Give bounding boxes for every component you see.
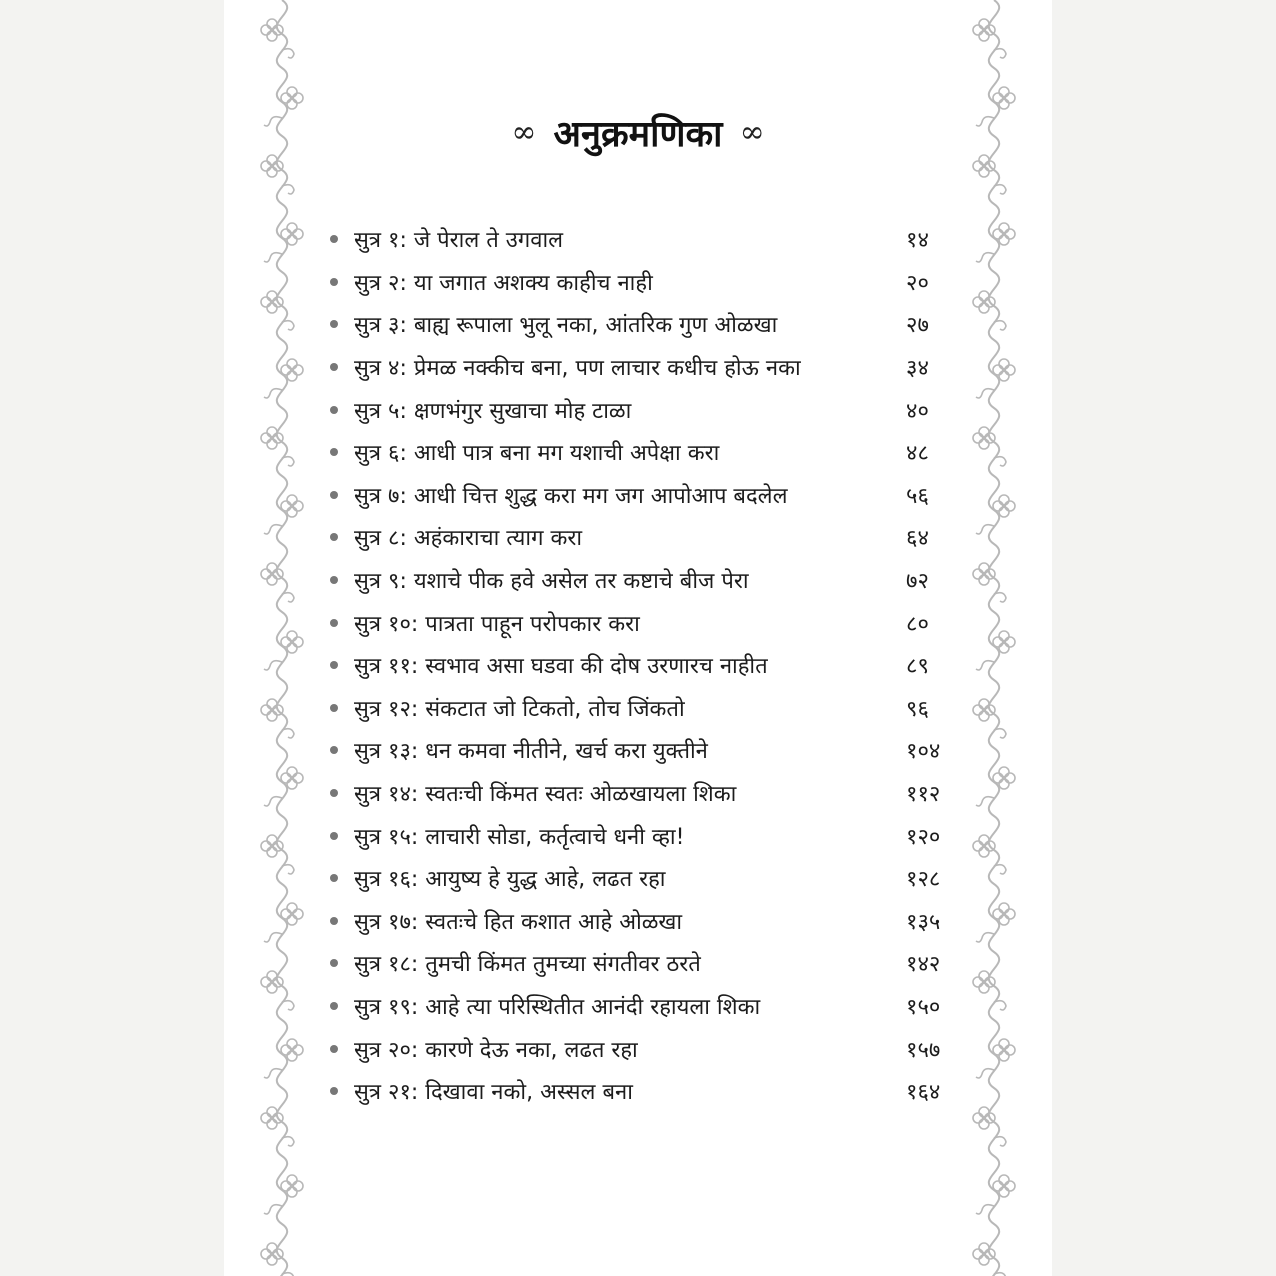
toc-entry-title: सुत्र १६: आयुष्य हे युद्ध आहे, लढत रहा	[354, 867, 666, 893]
floral-motif-icon	[264, 359, 303, 398]
bullet-icon	[330, 1002, 338, 1010]
floral-motif-icon	[973, 291, 1006, 330]
floral-motif-icon	[261, 291, 294, 330]
toc-entry	[326, 218, 956, 261]
toc-entry	[326, 474, 956, 517]
book-page	[224, 0, 1052, 1276]
bullet-icon	[330, 448, 338, 456]
floral-motif-icon	[973, 563, 1006, 602]
toc-entry	[326, 1070, 956, 1113]
toc-entry	[326, 729, 956, 772]
toc-entry-title: सुत्र ४: प्रेमळ नक्कीच बना, पण लाचार कधीच होऊ नका	[354, 356, 801, 382]
bullet-icon	[330, 235, 338, 243]
toc-entry-page-number: १४२	[906, 952, 941, 978]
toc-entry-page-number: ११२	[906, 782, 941, 808]
heading	[224, 108, 1052, 157]
floral-motif-icon	[976, 903, 1015, 942]
page-title: अनुक्रमणिका	[553, 114, 723, 155]
toc-entry-page-number: ४०	[906, 398, 929, 424]
toc-entry-page-number: ७२	[906, 569, 929, 595]
floral-motif-icon	[264, 495, 303, 534]
toc-entry-page-number: ३४	[906, 356, 929, 382]
toc-entry-page-number: ६४	[906, 526, 929, 552]
toc-entry-title: सुत्र १०: पात्रता पाहून परोपकार करा	[354, 611, 640, 637]
floral-motif-icon	[261, 19, 294, 58]
floral-motif-icon	[264, 1175, 303, 1214]
toc-entry-title: सुत्र २०: कारणे देऊ नका, लढत रहा	[354, 1037, 638, 1063]
bullet-icon	[330, 1045, 338, 1053]
bullet-icon	[330, 406, 338, 414]
toc-entry	[326, 303, 956, 346]
toc-entry-page-number: १२८	[906, 867, 941, 893]
toc-entry	[326, 857, 956, 900]
toc-entry-title: सुत्र २१: दिखावा नको, अस्सल बना	[354, 1080, 633, 1106]
floral-motif-icon	[264, 223, 303, 262]
toc-entry-title: सुत्र ७: आधी चित्त शुद्ध करा मग जग आपोआप बदलेल	[354, 483, 788, 509]
bullet-icon	[330, 746, 338, 754]
bullet-icon	[330, 491, 338, 499]
floral-motif-icon	[264, 631, 303, 670]
bullet-icon	[330, 874, 338, 882]
bullet-icon	[330, 363, 338, 371]
bullet-icon	[330, 278, 338, 286]
toc-entry-page-number: १२०	[906, 824, 941, 850]
left-ornament-icon: ∞	[511, 115, 537, 150]
toc-entry	[326, 772, 956, 815]
bullet-icon	[330, 789, 338, 797]
toc-entry-title: सुत्र १८: तुमची किंमत तुमच्या संगतीवर ठरते	[354, 952, 701, 978]
toc-entry-page-number: ९६	[906, 696, 929, 722]
toc-entry	[326, 1027, 956, 1070]
toc-entry-title: सुत्र १९: आहे त्या परिस्थितीत आनंदी रहायला शिका	[354, 994, 761, 1020]
toc-entry	[326, 516, 956, 559]
toc-entry-page-number: १५७	[906, 1037, 941, 1063]
bullet-icon	[330, 1087, 338, 1095]
floral-motif-icon	[976, 631, 1015, 670]
floral-motif-icon	[261, 427, 294, 466]
floral-motif-icon	[976, 359, 1015, 398]
toc-entry-page-number: २०	[906, 270, 929, 296]
toc-entry-title: सुत्र १२: संकटात जो टिकतो, तोच जिंकतो	[354, 696, 685, 722]
toc-entry-title: सुत्र १४: स्वतःची किंमत स्वतः ओळखायला शिका	[354, 782, 737, 808]
floral-motif-icon	[261, 1243, 294, 1276]
floral-motif-icon	[973, 1107, 1006, 1146]
toc-entry-page-number: ८९	[906, 654, 929, 680]
floral-motif-icon	[976, 1175, 1015, 1214]
floral-motif-icon	[973, 835, 1006, 874]
floral-motif-icon	[264, 1039, 303, 1078]
toc-entry	[326, 601, 956, 644]
toc-entry-title: सुत्र १७: स्वतःचे हित कशात आहे ओळखा	[354, 909, 683, 935]
floral-motif-icon	[976, 767, 1015, 806]
floral-motif-icon	[264, 767, 303, 806]
bullet-icon	[330, 576, 338, 584]
toc-entry-page-number: ४८	[906, 441, 929, 467]
toc-entry-title: सुत्र १५: लाचारी सोडा, कर्तृत्वाचे धनी व्हा!	[354, 824, 685, 850]
toc-entry-title: सुत्र ३: बाह्य रूपाला भुलू नका, आंतरिक गुण ओळखा	[354, 313, 778, 339]
toc-entry	[326, 814, 956, 857]
toc-entry-title: सुत्र ११: स्वभाव असा घडवा की दोष उरणारच नाहीत	[354, 654, 768, 680]
floral-motif-icon	[976, 1039, 1015, 1078]
toc-entry-page-number: १६४	[906, 1080, 941, 1106]
floral-motif-icon	[976, 223, 1015, 262]
toc-entry-title: सुत्र १३: धन कमवा नीतीने, खर्च करा युक्तीने	[354, 739, 708, 765]
toc-entry-page-number: १५०	[906, 994, 941, 1020]
toc-entry	[326, 388, 956, 431]
toc-entry-title: सुत्र १: जे पेराल ते उगवाल	[354, 228, 564, 254]
toc-entry-page-number: १०४	[906, 739, 941, 765]
toc-entry-title: सुत्र ८: अहंकाराचा त्याग करा	[354, 526, 583, 552]
floral-motif-icon	[973, 427, 1006, 466]
bullet-icon	[330, 704, 338, 712]
floral-motif-icon	[976, 495, 1015, 534]
floral-motif-icon	[973, 1243, 1006, 1276]
table-of-contents	[326, 218, 956, 1112]
floral-motif-icon	[973, 19, 1006, 58]
toc-entry-title: सुत्र ६: आधी पात्र बना मग यशाची अपेक्षा करा	[354, 441, 720, 467]
bullet-icon	[330, 959, 338, 967]
toc-entry	[326, 431, 956, 474]
toc-entry-page-number: १४	[906, 228, 929, 254]
toc-entry-title: सुत्र ९: यशाचे पीक हवे असेल तर कष्टाचे बीज पेरा	[354, 569, 749, 595]
floral-motif-icon	[973, 155, 1006, 194]
left-floral-border	[258, 0, 306, 1276]
floral-motif-icon	[261, 155, 294, 194]
floral-motif-icon	[973, 971, 1006, 1010]
toc-entry-page-number: ८०	[906, 611, 929, 637]
bullet-icon	[330, 320, 338, 328]
right-floral-border	[970, 0, 1018, 1276]
toc-entry	[326, 559, 956, 602]
floral-motif-icon	[264, 903, 303, 942]
toc-entry-page-number: १३५	[906, 909, 941, 935]
toc-entry-page-number: ५६	[906, 483, 929, 509]
bullet-icon	[330, 832, 338, 840]
bullet-icon	[330, 661, 338, 669]
toc-entry	[326, 942, 956, 985]
toc-entry	[326, 687, 956, 730]
toc-entry	[326, 644, 956, 687]
bullet-icon	[330, 917, 338, 925]
toc-entry	[326, 985, 956, 1028]
toc-entry-title: सुत्र २: या जगात अशक्य काहीच नाही	[354, 270, 653, 296]
floral-motif-icon	[973, 699, 1006, 738]
right-ornament-icon: ∞	[739, 115, 765, 150]
bullet-icon	[330, 619, 338, 627]
floral-motif-icon	[261, 835, 294, 874]
floral-motif-icon	[261, 563, 294, 602]
floral-motif-icon	[261, 1107, 294, 1146]
toc-entry-page-number: २७	[906, 313, 929, 339]
toc-entry-title: सुत्र ५: क्षणभंगुर सुखाचा मोह टाळा	[354, 398, 632, 424]
bullet-icon	[330, 533, 338, 541]
toc-entry	[326, 900, 956, 943]
floral-motif-icon	[261, 699, 294, 738]
toc-entry	[326, 346, 956, 389]
floral-motif-icon	[261, 971, 294, 1010]
toc-entry	[326, 261, 956, 304]
